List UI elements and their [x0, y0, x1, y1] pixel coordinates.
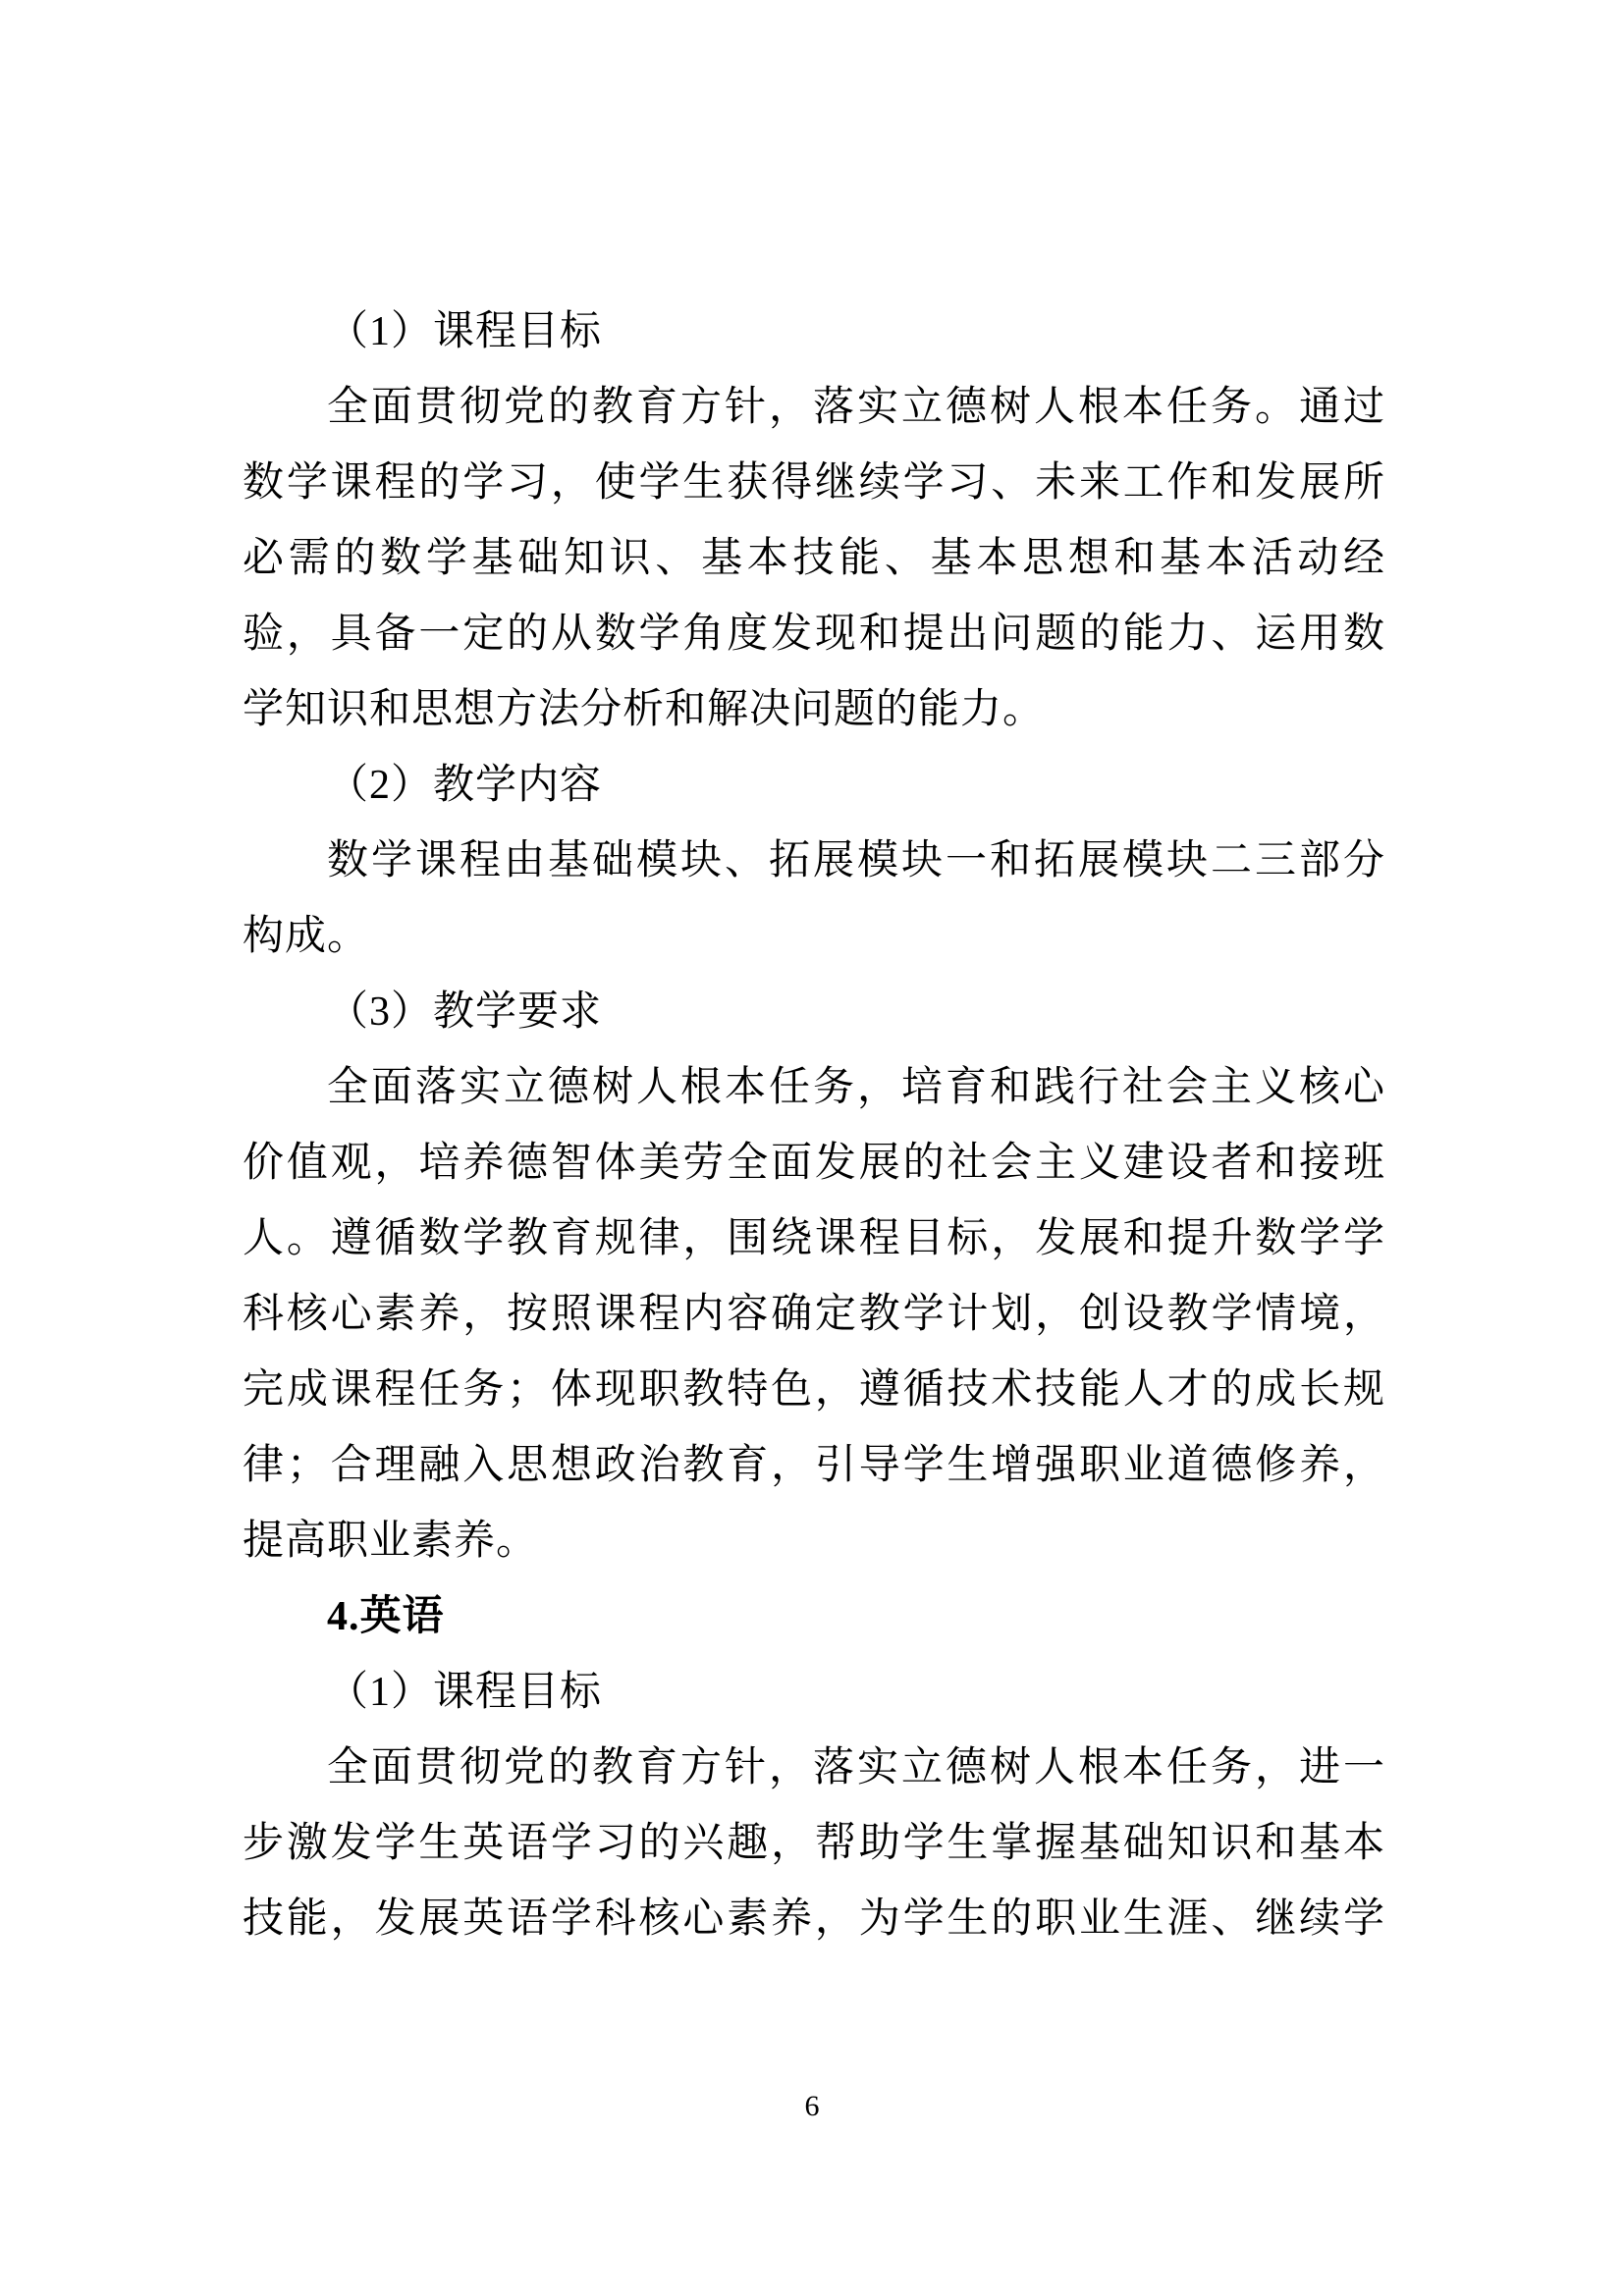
- paragraph-line: 步激发学生英语学习的兴趣，帮助学生掌握基础知识和基本: [243, 1821, 1385, 1866]
- section-heading: （1）课程目标: [327, 309, 603, 354]
- paragraph-line: 验，具备一定的从数学角度发现和提出问题的能力、运用数: [243, 612, 1385, 657]
- paragraph-line: 数学课程的学习，使学生获得继续学习、未来工作和发展所: [243, 460, 1385, 506]
- section-heading: （3）教学要求: [327, 989, 603, 1035]
- paragraph-line: 全面贯彻党的教育方针，落实立德树人根本任务。通过: [327, 385, 1385, 430]
- paragraph-line: 学知识和思想方法分析和解决问题的能力。: [243, 687, 1046, 732]
- section-heading: （1）课程目标: [327, 1670, 603, 1715]
- paragraph-line: 数学课程由基础模块、拓展模块一和拓展模块二三部分: [327, 838, 1385, 883]
- paragraph-line: 完成课程任务；体现职教特色，遵循技术技能人才的成长规: [243, 1367, 1385, 1413]
- paragraph-line: 必需的数学基础知识、基本技能、基本思想和基本活动经: [243, 536, 1385, 581]
- paragraph-line: 全面落实立德树人根本任务，培育和践行社会主义核心: [327, 1065, 1385, 1110]
- paragraph-line: 技能，发展英语学科核心素养，为学生的职业生涯、继续学: [243, 1896, 1385, 1942]
- paragraph-line: 构成。: [243, 914, 370, 959]
- page-number: 6: [804, 2090, 820, 2122]
- paragraph-line: 律；合理融入思想政治教育，引导学生增强职业道德修养，: [243, 1443, 1385, 1488]
- paragraph-line: 人。遵循数学教育规律，围绕课程目标，发展和提升数学学: [243, 1216, 1385, 1261]
- paragraph-line: 价值观，培养德智体美劳全面发展的社会主义建设者和接班: [243, 1141, 1385, 1186]
- paragraph-line: 提高职业素养。: [243, 1519, 539, 1564]
- section-heading-english: 4.英语: [327, 1594, 445, 1639]
- document-body: [243, 294, 1385, 1957]
- paragraph-line: 全面贯彻党的教育方针，落实立德树人根本任务，进一: [327, 1745, 1385, 1790]
- section-heading: （2）教学内容: [327, 763, 603, 808]
- paragraph-line: 科核心素养，按照课程内容确定教学计划，创设教学情境，: [243, 1292, 1385, 1337]
